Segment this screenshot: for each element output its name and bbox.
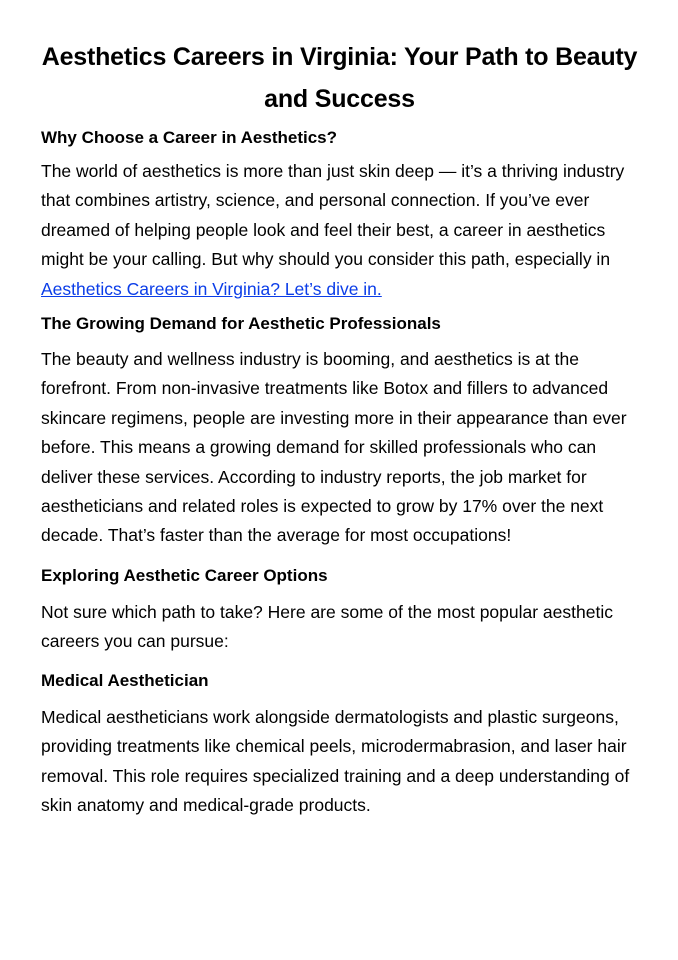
section-heading-medical-aesthetician: Medical Aesthetician [41, 670, 209, 690]
aesthetics-careers-virginia-link[interactable]: Aesthetics Careers in Virginia? Let’s dive in. [41, 278, 382, 299]
page-title: Aesthetics Careers in Virginia: Your Path to Beauty and Success [41, 43, 638, 113]
section-body-growing-demand: The beauty and wellness industry is booming, and aesthetics is at the forefront. From non-invasive treatments like Botox and fillers to advanced skincare regimens, people are investing more in their appearance than ever before. This means a growing demand for skilled professionals who can deliver these services. According to industry reports, the job market for aestheticians and related roles is expected to grow by 17% over the next decade. That’s faster than the average for most occupations! [41, 349, 627, 546]
section-heading-career-options: Exploring Aesthetic Career Options [41, 565, 328, 585]
section-heading-why-aesthetics: Why Choose a Career in Aesthetics? [41, 128, 338, 147]
section-heading-growing-demand: The Growing Demand for Aesthetic Professionals [41, 314, 441, 334]
section-body-why-aesthetics [41, 157, 638, 304]
section-body-text: The world of aesthetics is more than just skin deep — it’s a thriving industry that combines artistry, science, and personal connection. If you’ve ever dreamed of helping people look and feel their best, a career in aesthetics might be your calling. But why should you consider this path, especially in [41, 161, 625, 270]
section-body-medical-aesthetician: Medical aestheticians work alongside dermatologists and plastic surgeons, providing treatments like chemical peels, microdermabrasion, and laser hair removal. This role requires specialized training and a deep understanding of skin anatomy and medical-grade products. [41, 706, 630, 815]
section-body-career-options: Not sure which path to take? Here are some of the most popular aesthetic careers you can pursue: [41, 601, 613, 652]
